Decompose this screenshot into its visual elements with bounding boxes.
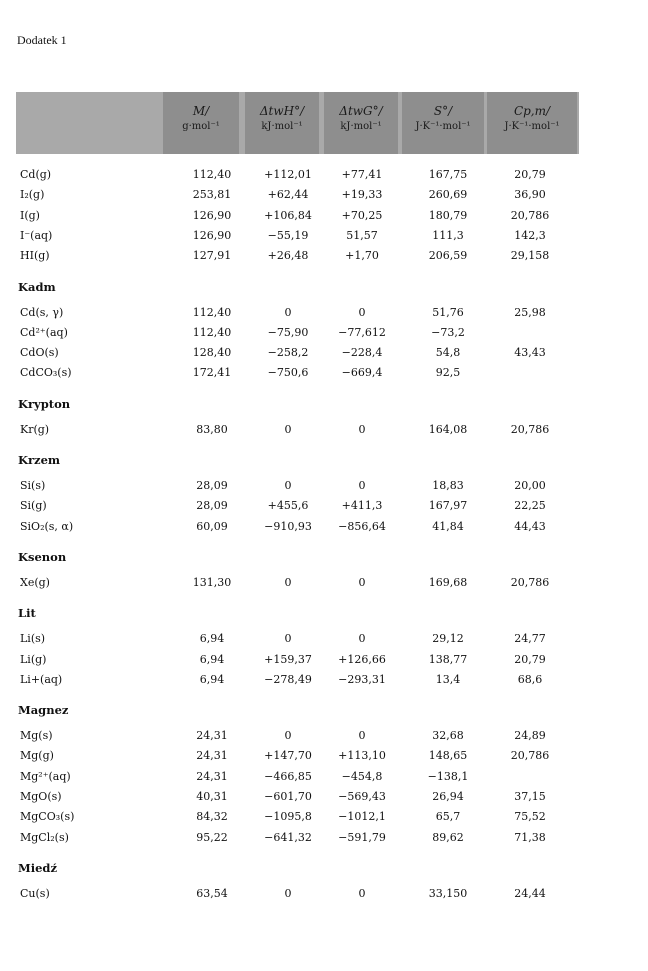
substance-name: I₂(g) [20, 188, 45, 202]
group-heading: Ksenon [18, 549, 67, 564]
column-header-quantity: Cp,m/ [513, 104, 551, 118]
table-cell: 0 [284, 632, 292, 646]
table-cell: 29,158 [510, 249, 550, 263]
table-cell: −1095,8 [264, 810, 312, 824]
table-cell: −856,64 [338, 519, 386, 533]
substance-name: Li(s) [20, 632, 46, 646]
table-cell: +77,41 [341, 168, 383, 181]
table-cell: −55,19 [267, 228, 309, 242]
table-cell: 260,69 [428, 188, 468, 202]
table-cell: 60,09 [196, 519, 228, 533]
substance-name: Cd(g) [20, 168, 52, 181]
table-cell: 112,40 [192, 325, 232, 339]
substance-name: HI(g) [20, 249, 50, 263]
table-cell: −601,70 [264, 790, 312, 803]
table-cell: 28,09 [196, 499, 228, 513]
table-cell: −1012,1 [338, 810, 386, 824]
table-cell: 112,40 [192, 305, 232, 319]
table-cell: 29,12 [432, 632, 464, 646]
table-cell: 44,43 [514, 519, 546, 533]
table-cell: 33,150 [428, 886, 468, 900]
table-cell: 0 [358, 305, 366, 319]
table-cell: 0 [358, 729, 366, 743]
table-cell: 0 [358, 886, 366, 900]
table-cell: +62,44 [267, 188, 309, 202]
table-cell: 6,94 [199, 632, 225, 646]
table-cell: −910,93 [264, 519, 312, 533]
table-cell: 20,786 [510, 749, 550, 763]
table-cell: 0 [284, 575, 292, 589]
table-cell: 20,00 [514, 479, 546, 492]
column-header-quantity: S°/ [433, 104, 453, 118]
table-cell: −569,43 [338, 790, 386, 803]
table-cell: 95,22 [196, 830, 228, 844]
table-cell: 22,25 [514, 499, 546, 513]
table-cell: 83,80 [196, 422, 228, 436]
table-cell: 206,59 [428, 249, 468, 263]
substance-name: CdO(s) [20, 346, 59, 360]
table-cell: 167,97 [428, 499, 468, 513]
substance-name: Li(g) [20, 652, 47, 666]
group-heading: Miedź [18, 860, 57, 875]
table-cell: 20,79 [514, 652, 546, 666]
table-cell: +147,70 [264, 749, 312, 763]
table-cell: −73,2 [431, 325, 465, 339]
column-header [245, 92, 319, 154]
table-cell: 0 [358, 632, 366, 646]
table-cell: −138,1 [427, 769, 469, 783]
substance-name: CdCO₃(s) [20, 366, 72, 380]
substance-name: Cd(s, γ) [20, 305, 64, 319]
table-cell: 84,32 [196, 810, 228, 824]
table-cell: −77,612 [338, 325, 386, 339]
group-heading: Kadm [18, 279, 56, 294]
substance-name: Mg(g) [20, 749, 54, 763]
table-cell: 89,62 [432, 830, 464, 844]
table-cell: 0 [284, 422, 292, 436]
table-cell: 0 [284, 886, 292, 900]
table-cell: 0 [358, 575, 366, 589]
table-header [16, 92, 579, 154]
substance-name: Si(s) [20, 479, 46, 492]
table-cell: 20,79 [514, 168, 546, 181]
table-cell: 75,52 [514, 810, 546, 824]
table-cell: 24,89 [514, 729, 546, 743]
table-cell: +112,01 [264, 168, 312, 181]
substance-name: MgCO₃(s) [20, 810, 75, 824]
substance-name: Si(g) [20, 499, 47, 513]
group-heading: Magnez [18, 703, 69, 718]
table-cell: 13,4 [435, 672, 461, 686]
table-cell: 32,68 [432, 729, 464, 743]
table-cell: −278,49 [264, 672, 312, 686]
table-cell: 6,94 [199, 672, 225, 686]
table-cell: 24,31 [196, 749, 228, 763]
table-cell: 63,54 [196, 886, 228, 900]
table-cell: 126,90 [192, 208, 232, 222]
table-cell: −669,4 [341, 366, 383, 380]
table-cell: 0 [358, 422, 366, 436]
group-heading: Lit [18, 606, 36, 621]
table-cell: 126,90 [192, 228, 232, 242]
table-cell: 172,41 [192, 366, 232, 380]
column-header-quantity: ΔtwH°/ [259, 104, 305, 118]
table-cell: +1,70 [345, 249, 379, 263]
substance-name: I(g) [20, 208, 40, 222]
table-cell: −293,31 [338, 672, 386, 686]
table-cell: 18,83 [432, 479, 464, 492]
column-header [402, 92, 484, 154]
table-cell: 65,7 [435, 810, 461, 824]
table-cell: +19,33 [341, 188, 383, 202]
table-cell: +159,37 [264, 652, 312, 666]
table-cell: 24,31 [196, 769, 228, 783]
table-cell: 169,68 [428, 575, 468, 589]
table-cell: 28,09 [196, 479, 228, 492]
table-cell: +106,84 [264, 208, 312, 222]
table-cell: 26,94 [432, 790, 464, 803]
table-cell: 51,57 [346, 228, 378, 242]
table-cell: −750,6 [267, 366, 309, 380]
table-cell: 68,6 [517, 672, 543, 686]
table-cell: 24,44 [514, 886, 546, 900]
column-header-unit: J·K⁻¹·mol⁻¹ [415, 121, 471, 132]
table-cell: +70,25 [341, 208, 383, 222]
table-cell: 54,8 [435, 346, 461, 360]
table-cell: +126,66 [338, 652, 386, 666]
table-cell: 41,84 [432, 519, 464, 533]
table-cell: 20,786 [510, 575, 550, 589]
table-cell: −258,2 [267, 346, 309, 360]
table-cell: 51,76 [432, 305, 464, 319]
table-cell: 24,77 [514, 632, 546, 646]
column-header [324, 92, 398, 154]
group-heading: Krypton [18, 396, 71, 411]
table-cell: 164,08 [428, 422, 468, 436]
table-cell: 40,31 [196, 790, 228, 803]
table-cell: 24,31 [196, 729, 228, 743]
column-header [163, 92, 239, 154]
substance-name: Xe(g) [20, 575, 50, 589]
table-cell: 71,38 [514, 830, 546, 844]
table-cell: 0 [284, 479, 292, 492]
table-cell: 142,3 [514, 228, 546, 242]
table-cell: 43,43 [514, 346, 546, 360]
substance-name: Kr(g) [20, 422, 50, 436]
column-header-quantity: M/ [192, 104, 210, 118]
table-cell: 111,3 [432, 228, 464, 242]
table-cell: 253,81 [192, 188, 232, 202]
column-header-unit: kJ·mol⁻¹ [261, 121, 303, 132]
substance-name: Li+(aq) [20, 672, 63, 686]
substance-name: Mg²⁺(aq) [20, 769, 71, 783]
table-cell: 0 [284, 305, 292, 319]
table-cell: +26,48 [267, 249, 309, 263]
table-cell: 20,786 [510, 208, 550, 222]
table-cell: −454,8 [341, 769, 383, 783]
substance-name: SiO₂(s, α) [20, 519, 74, 533]
table-cell: −641,32 [264, 830, 312, 844]
table-cell: 127,91 [192, 249, 232, 263]
table-cell: 131,30 [192, 575, 232, 589]
substance-name: Cu(s) [20, 886, 50, 900]
table-cell: 6,94 [199, 652, 225, 666]
column-header-unit: g·mol⁻¹ [182, 121, 220, 132]
substance-name: Cd²⁺(aq) [20, 325, 68, 339]
table-cell: 0 [358, 479, 366, 492]
table-cell: −466,85 [264, 769, 312, 783]
substance-name: MgCl₂(s) [20, 830, 69, 844]
page-title: Dodatek 1 [17, 33, 67, 47]
column-header [487, 92, 577, 154]
table-cell: 128,40 [192, 346, 232, 360]
table-cell: +113,10 [338, 749, 386, 763]
table-cell: 148,65 [428, 749, 468, 763]
table-cell: 138,77 [428, 652, 468, 666]
table-cell: 25,98 [514, 305, 546, 319]
column-header-unit: J·K⁻¹·mol⁻¹ [504, 121, 560, 132]
table-cell: 92,5 [435, 366, 461, 380]
table-cell: 112,40 [192, 168, 232, 181]
table-cell: −75,90 [267, 325, 309, 339]
table-cell: 167,75 [428, 168, 468, 181]
table-cell: +455,6 [267, 499, 309, 513]
table-cell: 180,79 [428, 208, 468, 222]
substance-name: I⁻(aq) [20, 228, 53, 242]
table-cell: +411,3 [341, 499, 383, 513]
table-cell: 37,15 [514, 790, 546, 803]
substance-name: MgO(s) [20, 790, 62, 803]
column-header-unit: kJ·mol⁻¹ [340, 121, 382, 132]
table-cell: 20,786 [510, 422, 550, 436]
table-cell: 0 [284, 729, 292, 743]
table-cell: 36,90 [514, 188, 546, 202]
column-header-quantity: ΔtwG°/ [339, 104, 383, 118]
table-cell: −228,4 [341, 346, 383, 360]
group-heading: Krzem [18, 453, 61, 467]
substance-name: Mg(s) [20, 729, 53, 743]
table-cell: −591,79 [338, 830, 386, 844]
